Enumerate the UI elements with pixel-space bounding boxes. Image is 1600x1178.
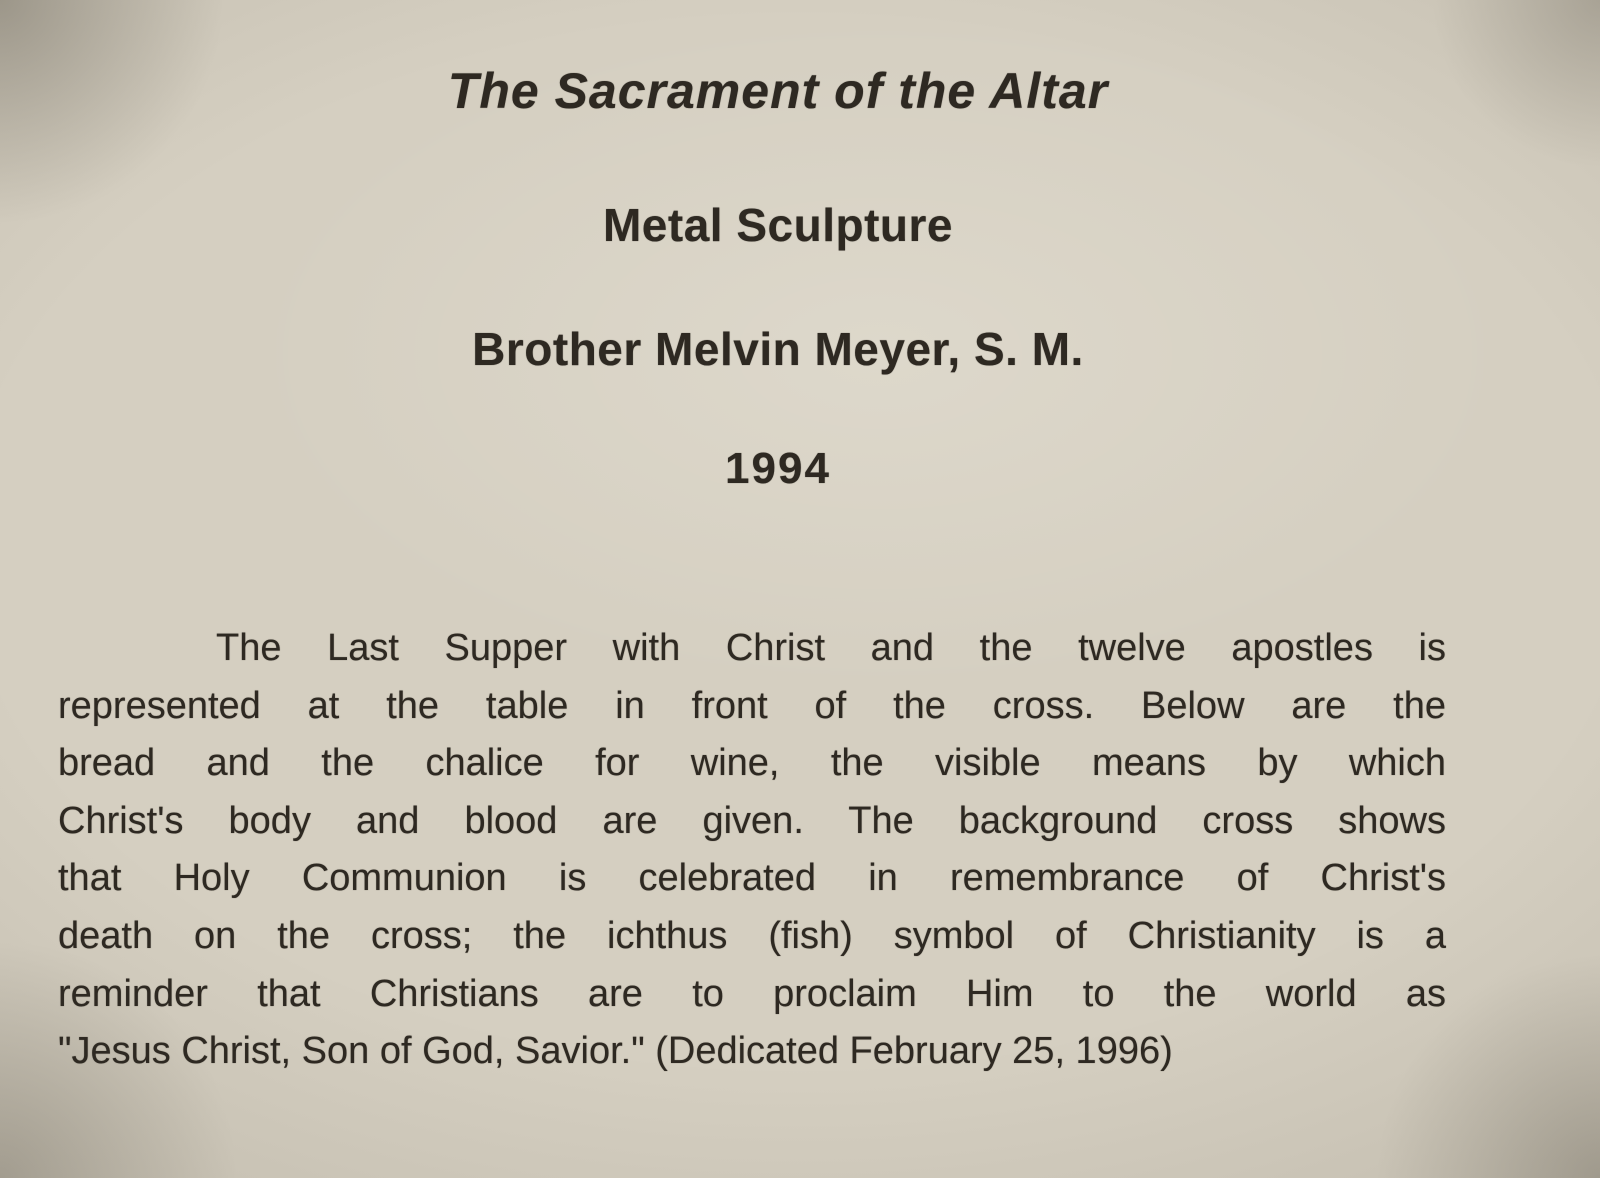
paragraph-line: that Holy Communion is celebrated in remembrance of Christ's [58,857,1446,900]
paragraph-line: reminder that Christians are to proclaim Him to the world as [58,972,1446,1015]
paragraph-line: "Jesus Christ, Son of God, Savior." (Dedicated February 25, 1996) [58,1030,1173,1073]
description-paragraph [58,620,1446,1081]
artwork-medium: Metal Sculpture [602,199,953,251]
artwork-title: The Sacrament of the Altar [447,63,1109,119]
artist-name: Brother Melvin Meyer, S. M. [472,323,1084,375]
paragraph-line: bread and the chalice for wine, the visible means by which [58,742,1446,785]
paragraph-line: represented at the table in front of the cross. Below are the [58,684,1446,727]
artwork-year: 1994 [725,444,831,493]
paragraph-line: Christ's body and blood are given. The background cross shows [58,799,1446,842]
paragraph-line: death on the cross; the ichthus (fish) symbol of Christianity is a [58,914,1446,957]
paragraph-line: The Last Supper with Christ and the twelve apostles is [216,627,1446,669]
